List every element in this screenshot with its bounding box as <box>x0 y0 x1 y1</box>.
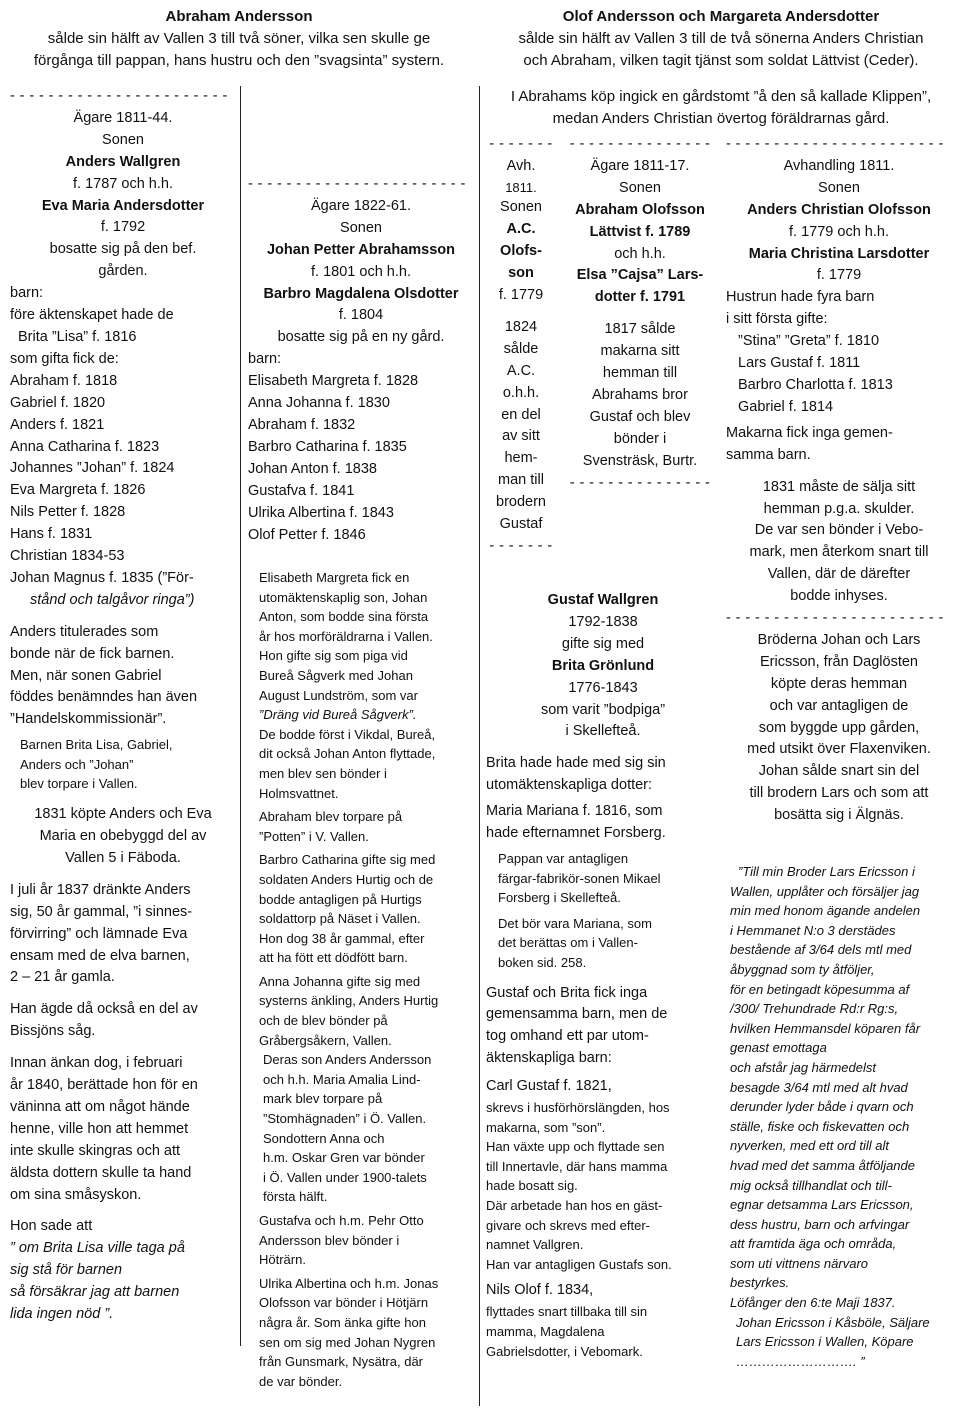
note-line: och de blev bönder på <box>259 1013 388 1029</box>
text-line: o.h.h. <box>502 384 540 401</box>
note-line: Ulrika Albertina och h.m. Jonas <box>259 1275 439 1291</box>
text-line: f. 1779 <box>498 287 544 304</box>
header-right <box>482 6 960 72</box>
note-line: Abraham blev torpare på <box>259 809 403 825</box>
note-line: namnet Vallgren. <box>486 1237 584 1253</box>
text-line: brodern <box>496 494 546 511</box>
text-line: 1824 <box>504 318 538 335</box>
header-left <box>0 6 478 72</box>
note-line: Det bör vara Mariana, som <box>498 915 652 931</box>
child-entry: Maria Mariana f. 1816, som <box>486 803 663 820</box>
text-line: Hustrun hade fyra barn <box>726 289 875 306</box>
text-line: sålde <box>503 340 539 357</box>
text-line: A.C. <box>506 362 536 379</box>
separator: - - - - - - - - - - - - - - - <box>569 474 711 491</box>
column-ac-olofsson-short <box>486 134 556 558</box>
text-line: Sonen <box>619 179 661 196</box>
note-line: Andersson blev bönder i <box>259 1232 400 1248</box>
person-name: Gustaf Wallgren <box>547 592 659 608</box>
text-line: 1831 måste de sälja sitt <box>762 478 916 495</box>
note-line: Olofsson var bönder i Hötjärn <box>259 1295 429 1311</box>
text-line: 1792-1838 <box>568 613 638 630</box>
note-line: Anton, som bodde sina första <box>259 609 429 625</box>
quote-line: derunder lyder både i qvarn och <box>730 1099 914 1115</box>
child-entry: Johan Magnus f. 1835 (”För- <box>10 569 194 586</box>
quote-line: sig stå för barnen <box>10 1262 123 1279</box>
quote-line: ” om Brita Lisa ville taga på <box>10 1240 185 1257</box>
text-line: Ägare 1811-17. <box>590 157 690 174</box>
note-line: soldaten Anders Hurtig och de <box>259 871 434 887</box>
note-line: Anna Johanna gifte sig med <box>259 973 421 989</box>
text-line: f. 1787 och h.h. <box>73 175 173 192</box>
text-line: Barnen Brita Lisa, Gabriel, <box>20 737 173 753</box>
text-line: och h.h. <box>614 245 666 262</box>
text-line: barn: <box>248 351 282 368</box>
quote-line: bestyrkes. <box>730 1275 790 1291</box>
text-line: Vallen 5 i Fäboda. <box>65 849 181 866</box>
note-line: utomäktenskaplig son, Johan <box>259 589 428 605</box>
text-line: f. 1792 <box>100 219 146 236</box>
child-entry: Eva Margreta f. 1826 <box>10 482 146 499</box>
note-line: hade bosatt sig. <box>486 1178 578 1194</box>
text-line: bönder i <box>613 430 667 447</box>
quote-line: att framtida äga och områda, <box>730 1236 897 1252</box>
text-line: Anders och ”Johan” <box>20 756 134 772</box>
text-line: Makarna fick inga gemen- <box>726 424 893 441</box>
person-name: Abraham Olofsson <box>575 201 705 218</box>
text-line: Ägare 1822-61. <box>311 197 411 214</box>
note-line: skrevs i husförhörslängden, hos <box>486 1100 670 1116</box>
note-line: färgar-fabrikör-sonen Mikael <box>498 870 661 886</box>
child-entry: Anna Catharina f. 1823 <box>10 438 160 455</box>
quote-line: Löfånger den 6:te Maji 1837. <box>730 1295 896 1311</box>
quote-line: så försäkrar jag att barnen <box>10 1284 180 1301</box>
text-line: 1776-1843 <box>568 679 638 696</box>
text-line: år 1840, berättade hon för en <box>10 1077 198 1094</box>
header-right-line: och Abraham, vilken tagit tjänst som soldat Lättvist (Ceder). <box>523 52 919 69</box>
header-right-line: sålde sin hälft av Vallen 3 till de två sönerna Anders Christian <box>518 30 924 47</box>
header-right-title: Olof Andersson och Margareta Andersdotter <box>562 8 880 25</box>
text-line: samma barn. <box>726 446 811 463</box>
text-line: Gustaf och blev <box>589 408 691 425</box>
note-line: givare och skrevs med efter- <box>486 1217 651 1233</box>
text-line: utomäktenskapliga dotter: <box>486 777 653 794</box>
note-line: de var bönder. <box>259 1373 343 1389</box>
text-line: om sina småsyskon. <box>10 1186 142 1203</box>
text-line: stånd och talgåvor ringa”) <box>30 591 195 608</box>
text-line: man till <box>498 472 544 489</box>
text-line: före äktenskapet hade de <box>10 307 174 324</box>
child-entry: Nils Petter f. 1828 <box>10 504 126 521</box>
text-line: hem- <box>504 450 538 467</box>
text-line: Bröderna Johan och Lars <box>757 631 921 648</box>
person-name: Olofs- <box>500 243 542 260</box>
quote-line: ställe, fiske och fiskevatten och <box>730 1118 910 1134</box>
note-line: några år. Som änka gifte hon <box>259 1314 426 1330</box>
note-line: Hon gifte sig som piga vid <box>259 648 408 664</box>
text-line: i Skellefteå. <box>565 723 641 740</box>
text-line: inte skulle skingras och att <box>10 1142 181 1159</box>
text-line: Vallen, där de därefter <box>767 566 911 583</box>
note-line: mamma, Magdalena <box>486 1323 605 1339</box>
note-line: Forsberg i Skellefteå. <box>498 890 621 906</box>
text-line: Sonen <box>500 199 542 216</box>
text-line: äktenskapliga barn: <box>486 1050 612 1067</box>
text-line: Ägare 1811-44. <box>73 109 173 126</box>
text-line: föddes benämndes han även <box>10 689 198 706</box>
text-line: bodde inhyses. <box>790 588 888 605</box>
note-line: Deras son Anders Andersson <box>263 1052 432 1068</box>
text-line: Hon sade att <box>10 1218 93 1235</box>
child-entry: Elisabeth Margreta f. 1828 <box>248 373 419 390</box>
text-line: bosatte sig på den bef. <box>49 241 197 258</box>
text-line: f. 1804 <box>338 307 384 324</box>
child-entry: Nils Olof f. 1834, <box>486 1282 594 1299</box>
quote-line: och afstår jag härmedelst <box>730 1059 876 1075</box>
header-left-line: sålde sin hälft av Vallen 3 till två söner, vilka sen skulle ge <box>47 30 431 47</box>
note-line: ”Dräng vid Bureå Sågverk”. <box>259 707 417 723</box>
text-line: ensam med de elva barnen, <box>10 947 190 964</box>
text-line: f. 1779 <box>816 267 862 284</box>
child-entry: Olof Petter f. 1846 <box>248 526 366 543</box>
note-line: bodde antagligen på Hurtigs <box>259 891 422 907</box>
text-line: förvirring” och lämnade Eva <box>10 925 188 942</box>
person-name: Anders Wallgren <box>65 153 181 170</box>
person-name: Barbro Magdalena Olsdotter <box>263 285 459 302</box>
child-entry: Hans f. 1831 <box>10 526 93 543</box>
text-line: makarna sitt <box>600 343 680 360</box>
person-name: son <box>508 265 534 282</box>
child-entry: Anders f. 1821 <box>10 416 105 433</box>
person-name: Brita Grönlund <box>551 657 655 674</box>
quote-line: ”Till min Broder Lars Ericsson i <box>738 864 915 879</box>
text-line: Bissjöns såg. <box>10 1023 96 1040</box>
note-line: Hon dog 38 år gammal, efter <box>259 930 425 946</box>
child-entry: Johannes ”Johan” f. 1824 <box>10 460 175 477</box>
text-line: gifte sig med <box>561 635 645 652</box>
child-entry: Ulrika Albertina f. 1843 <box>248 504 394 521</box>
text-line: mark, men återkom snart till <box>749 544 929 561</box>
text-line: De var sen bönder i Vebo- <box>754 522 924 539</box>
quote-line: genast emottaga <box>730 1040 827 1056</box>
text-line: 2 – 21 år gamla. <box>10 969 115 986</box>
intro-line: medan Anders Christian övertog föräldrarnas gård. <box>552 110 890 127</box>
text-line: gården. <box>98 263 148 280</box>
quote-line: nyverken, med ett ord till alt <box>730 1138 889 1154</box>
text-line: bonde när de fick barnen. <box>10 645 175 662</box>
quote-line: Lars Ericsson i Wallen, Köpare <box>736 1334 914 1350</box>
quote-line: besagde 3/64 mtl med alt hvad <box>730 1079 908 1095</box>
note-line: De bodde först i Vikdal, Bureå, <box>259 726 436 742</box>
child-entry: Anna Johanna f. 1830 <box>248 395 390 412</box>
header-left-line: förgånga till pappan, hans hustru och den ”svagsinta” systern. <box>33 52 445 69</box>
separator: - - - - - - - <box>489 136 553 152</box>
child-entry: Abraham f. 1818 <box>10 372 118 389</box>
child-entry: Abraham f. 1832 <box>248 416 356 433</box>
deed-quote <box>730 862 952 1371</box>
text-line: och var antagligen de <box>769 697 909 714</box>
quote-line: min med honom ägande andelen <box>730 903 921 919</box>
intro-line: I Abrahams köp ingick en gårdstomt ”å den så kallade Klippen”, <box>510 88 932 105</box>
note-line: år hos morföräldrarna i Vallen. <box>259 628 433 644</box>
child-entry: Brita ”Lisa” f. 1816 <box>18 328 137 345</box>
note-line: systerns änkling, Anders Hurtig <box>259 993 439 1009</box>
text-line: hemman p.g.a. skulder. <box>763 500 915 517</box>
text-line: som byggde upp gården, <box>758 719 920 736</box>
text-line: Abrahams bror <box>592 386 688 403</box>
quote-line: ………………………. ” <box>736 1353 865 1369</box>
note-line: till Innertavle, där hans mamma <box>486 1158 668 1174</box>
person-name: Johan Petter Abrahamsson <box>266 241 455 258</box>
text-line: gemensamma barn, men de <box>486 1006 668 1023</box>
text-line: Maria en obebyggd del av <box>39 827 207 844</box>
separator: - - - - - - - - - - - - - - - - - - - - - - - <box>726 610 944 627</box>
text-line: Brita hade hade med sig sin <box>486 755 666 772</box>
gustaf-wallgren-section <box>486 590 720 1361</box>
child-entry: Gabriel f. 1820 <box>10 394 106 411</box>
note-line: ”Potten” i V. Vallen. <box>259 828 369 844</box>
text-line: hemman till <box>602 365 678 382</box>
person-name: A.C. <box>506 221 536 238</box>
column-abrahamsson <box>248 174 474 546</box>
person-name: Eva Maria Andersdotter <box>41 197 205 214</box>
text-line: Sonen <box>102 131 144 148</box>
text-line: I juli år 1837 dränkte Anders <box>10 881 191 898</box>
person-name: dotter f. 1791 <box>594 289 686 306</box>
child-entry: Gabriel f. 1814 <box>738 398 834 415</box>
note-line: Han var antagligen Gustafs son. <box>486 1256 672 1272</box>
text-line: f. 1779 och h.h. <box>789 223 889 240</box>
person-name: Anders Christian Olofsson <box>747 201 931 218</box>
text-line: bosätta sig i Älgnäs. <box>774 807 904 824</box>
text-line: Svensträsk, Burtr. <box>582 452 698 469</box>
text-line: bosatte sig på en ny gård. <box>277 329 445 346</box>
note-line: Där arbetade han hos en gäst- <box>486 1198 663 1214</box>
quote-line: bestående af 3/64 dels mtl med <box>730 942 912 958</box>
text-line: f. 1801 och h.h. <box>311 263 411 280</box>
note-line: h.m. Oskar Gren var bönder <box>263 1150 425 1166</box>
child-entry: Christian 1834-53 <box>10 548 125 565</box>
text-line: äldsta dottern skulle ta hand <box>10 1164 192 1181</box>
text-line: blev torpare i Vallen. <box>20 776 138 792</box>
note-line: Elisabeth Margreta fick en <box>259 570 410 585</box>
note-line: och h.h. Maria Amalia Lind- <box>263 1071 421 1087</box>
child-entry: Gustafva f. 1841 <box>248 482 355 499</box>
header-left-title: Abraham Andersson <box>165 8 313 25</box>
quote-line: hvilken Hemmansdel köparen får <box>730 1020 921 1036</box>
note-line: dit också Johan Anton flyttade, <box>259 746 436 762</box>
child-entry: Carl Gustaf f. 1821, <box>486 1078 612 1095</box>
person-name: Lättvist f. 1789 <box>589 223 691 240</box>
column-lattvist <box>564 134 716 495</box>
text-line: Sonen <box>340 219 382 236</box>
text-line: väninna att om något hände <box>10 1098 190 1115</box>
quote-line: för en betingadt köpesumma af <box>730 981 910 997</box>
text-line: barn: <box>10 285 44 302</box>
note-line: flyttades snart tillbaka till sin <box>486 1304 648 1320</box>
column-anders-christian <box>726 134 952 827</box>
quote-line: Wallen, upplåter och försäljer jag <box>730 883 920 899</box>
note-line: Gustafva och h.m. Pehr Otto <box>259 1213 424 1228</box>
note-line: ”Stomhägnaden” i Ö. Vallen. <box>263 1111 427 1127</box>
text-line: som gifta fick de: <box>10 350 119 367</box>
column-abrahamsson-notes <box>259 568 475 1391</box>
text-line: Innan änkan dog, i februari <box>10 1055 183 1072</box>
right-intro <box>482 86 960 130</box>
text-line: 1811. <box>505 179 537 195</box>
child-entry: Barbro Charlotta f. 1813 <box>738 376 893 393</box>
note-line: August Lundström, som var <box>259 687 418 703</box>
child-entry: Johan Anton f. 1838 <box>248 460 377 477</box>
note-line: sen om sig med Johan Nygren <box>259 1334 436 1350</box>
quote-line: lida ingen nöd ”. <box>10 1306 114 1323</box>
quote-line: Johan Ericsson i Kåsböle, Säljare <box>736 1314 930 1330</box>
text-line: henne, ville hon att hemmet <box>10 1120 189 1137</box>
text-line: Sonen <box>818 179 860 196</box>
note-line: Gabrielsdotter, i Vebomark. <box>486 1343 643 1359</box>
quote-line: dess hustru, barn och arfvingar <box>730 1216 910 1232</box>
note-line: Barbro Catharina gifte sig med <box>259 852 436 868</box>
separator: - - - - - - - <box>489 538 553 554</box>
text-line: Gustaf och Brita fick inga <box>486 984 648 1001</box>
text-line: hade efternamnet Forsberg. <box>486 825 666 842</box>
quote-line: /300/ Trehundrade Rd:r Rg:s, <box>730 1001 899 1017</box>
note-line: boken sid. 258. <box>498 954 587 970</box>
note-line: Gråbergsåkern, Vallen. <box>259 1032 392 1048</box>
note-line: första hälft. <box>263 1189 328 1205</box>
text-line: köpte deras hemman <box>770 675 908 692</box>
column-wallgren <box>10 86 236 1326</box>
text-line: med utsikt över Flaxenviken. <box>747 741 931 758</box>
person-name: Elsa ”Cajsa” Lars- <box>576 267 704 284</box>
quote-line: åbyggnad som ty åtföljer, <box>730 961 875 977</box>
quote-line: egnar detsamma Lars Ericsson, <box>730 1197 914 1213</box>
text-line: Johan sålde snart sin del <box>758 763 920 780</box>
text-line: Ericsson, från Daglösten <box>760 653 918 670</box>
note-line: Sondottern Anna och <box>263 1130 385 1146</box>
text-line: Gustaf <box>499 516 543 533</box>
text-line: Anders titulerades som <box>10 623 159 640</box>
text-line: Avhandling 1811. <box>783 157 895 174</box>
note-line: makarna, som ”son”. <box>486 1119 606 1135</box>
column-divider <box>240 86 241 1346</box>
child-entry: Barbro Catharina f. 1835 <box>248 438 407 455</box>
text-line: tog omhand ett par utom- <box>486 1028 649 1045</box>
note-line: Pappan var antagligen <box>498 850 629 866</box>
text-line: en del <box>501 406 541 423</box>
note-line: men blev sen bönder i <box>259 765 387 781</box>
quote-line: mig också tillhandlat och till- <box>730 1177 892 1193</box>
child-entry: Lars Gustaf f. 1811 <box>738 355 861 372</box>
text-line: Avh. <box>506 157 536 174</box>
note-line: från Gunsmark, Nysätra, där <box>259 1354 423 1370</box>
column-divider <box>479 86 480 1406</box>
text-line: till brodern Lars och som att <box>749 785 929 802</box>
separator: - - - - - - - - - - - - - - - - - - - - - - - <box>10 88 228 104</box>
note-line: mark blev torpare på <box>263 1091 383 1107</box>
person-name: Maria Christina Larsdotter <box>748 245 930 262</box>
note-line: Bureå Sågverk med Johan <box>259 667 413 683</box>
text-line: i sitt första gifte: <box>726 311 828 328</box>
text-line: ”Handelskommissionär”. <box>10 711 167 728</box>
note-line: Höträrn. <box>259 1252 306 1268</box>
note-line: att ha fött ett dödfött barn. <box>259 950 408 966</box>
separator: - - - - - - - - - - - - - - - - - - - - - - - <box>248 176 466 192</box>
note-line: Han växte upp och flyttade sen <box>486 1139 665 1155</box>
text-line: 1831 köpte Anders och Eva <box>34 806 212 823</box>
text-line: Men, när sonen Gabriel <box>10 667 162 684</box>
quote-line: som uti vittnens närvaro <box>730 1255 869 1271</box>
note-line: det berättas om i Vallen- <box>498 935 638 951</box>
note-line: i Ö. Vallen under 1900-talets <box>263 1169 427 1185</box>
child-entry: ”Stina” ”Greta” f. 1810 <box>738 333 880 350</box>
text-line: Han ägde då också en del av <box>10 1001 198 1018</box>
note-line: soldattorp på Näset i Vallen. <box>259 911 421 927</box>
quote-line: i Hemmanet N:o 3 derstädes <box>730 922 896 938</box>
separator: - - - - - - - - - - - - - - - - - - - - - - - <box>726 136 944 152</box>
note-line: Holmsvattnet. <box>259 785 339 801</box>
text-line: sig, 50 år gammal, ”i sinnes- <box>10 903 193 920</box>
text-line: 1817 sålde <box>604 321 676 338</box>
separator: - - - - - - - - - - - - - - - <box>569 136 711 152</box>
text-line: som varit ”bodpiga” <box>540 701 666 718</box>
quote-line: hvad med det samma åtföljande <box>730 1157 915 1173</box>
text-line: av sitt <box>502 428 540 445</box>
